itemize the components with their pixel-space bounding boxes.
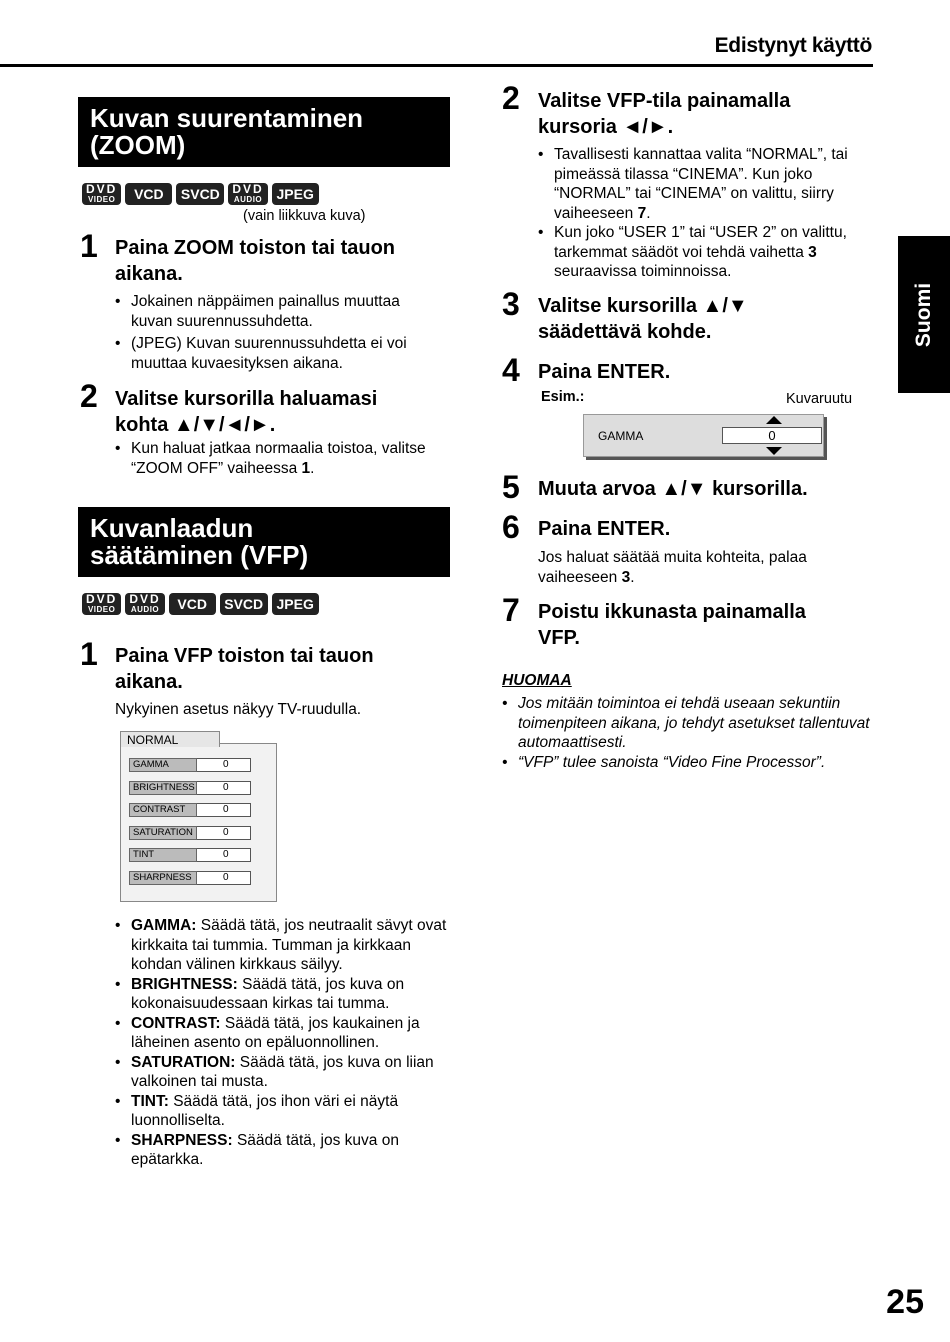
step-number: 3: [502, 286, 520, 322]
menu-row: BRIGHTNESS 0: [129, 781, 251, 795]
step-number: 7: [502, 592, 520, 628]
dvd-video-badge: DVD VIDEO: [82, 593, 121, 615]
vfp-step2-bullets: [538, 145, 873, 282]
menu-row: GAMMA 0: [129, 758, 251, 772]
language-side-tab: [898, 236, 950, 393]
zoom-step1-bullets: [115, 292, 445, 373]
menu-row: SHARPNESS 0: [129, 871, 251, 885]
vfp-section-title: [78, 507, 450, 577]
note-title: HUOMAA: [502, 672, 572, 689]
svcd-badge: SVCD: [176, 183, 224, 205]
vfp-step3-title: Valitse kursorilla ▲/▼ säädettävä kohde.: [538, 295, 748, 343]
vfp-step2-title: Valitse VFP-tila painamalla kursoria ◄/►.: [538, 90, 791, 138]
list-item: • TINT: Säädä tätä, jos ihon väri ei näytä luonnolliselta.: [115, 1092, 450, 1131]
step-number: 4: [502, 352, 520, 388]
step-number: 1: [80, 636, 98, 672]
vfp-step6-title: Paina ENTER.: [538, 518, 671, 540]
dvd-audio-badge: DVD AUDIO: [228, 183, 267, 205]
vfp-step1-title: Paina VFP toiston tai tauon aikana.: [115, 645, 374, 693]
list-item: • BRIGHTNESS: Säädä tätä, jos kuva on kokonaisuudessaan kirkas tai tumma.: [115, 975, 450, 1014]
menu-row: CONTRAST 0: [129, 803, 251, 817]
list-item: • GAMMA: Säädä tätä, jos neutraalit sävyt ovat kirkkaita tai tummia. Tumman ja kirkkaan kohdan välinen kirkkaus säilyy.: [115, 916, 450, 975]
zoom-step2-title: Valitse kursorilla haluamasi kohta ▲/▼/◄/►.: [115, 388, 378, 436]
list-item: • Jokainen näppäimen painallus muuttaa kuvan suurennussuhdetta.: [115, 292, 445, 331]
screen-label: Kuvaruutu: [786, 391, 853, 407]
vfp-step7-title: Poistu ikkunasta painamalla VFP.: [538, 601, 806, 649]
page-header-title: Edistynyt käyttö: [714, 34, 872, 57]
zoom-step1-title: Paina ZOOM toiston tai tauon aikana.: [115, 237, 395, 285]
list-item: • (JPEG) Kuvan suurennussuhdetta ei voi muuttaa kuvaesityksen aikana.: [115, 334, 445, 373]
menu-row: TINT 0: [129, 848, 251, 862]
vfp-title-line1: Kuvanlaadun: [90, 513, 254, 543]
vfp-disc-badges: [82, 593, 319, 615]
list-item: • CONTRAST: Säädä tätä, jos kaukainen ja läheinen asento on epäluonnollinen.: [115, 1014, 450, 1053]
menu-row: SATURATION 0: [129, 826, 251, 840]
step-number: 2: [80, 378, 98, 414]
vfp-step4-title: Paina ENTER.: [538, 361, 671, 383]
vfp-step1-text: Nykyinen asetus näkyy TV-ruudulla.: [115, 701, 362, 718]
jpeg-badge: JPEG: [272, 593, 319, 615]
list-item: • “VFP” tulee sanoista “Video Fine Processor”.: [502, 753, 872, 773]
language-label: Suomi: [912, 282, 935, 347]
note-list: [502, 694, 872, 772]
dvd-audio-badge: DVD AUDIO: [125, 593, 164, 615]
list-item: • Tavallisesti kannattaa valita “NORMAL”, tai pimeässä tilassa “CINEMA”. Kun joko “NORMAL” tai “CINEMA” on valittu, siirry vaiheeseen 7.: [538, 145, 873, 223]
page-number: 25: [886, 1283, 924, 1321]
vfp-step5-title: Muuta arvoa ▲/▼ kursorilla.: [538, 478, 808, 500]
header-rule: [0, 64, 873, 67]
list-item: • Kun haluat jatkaa normaalia toistoa, valitse “ZOOM OFF” vaiheessa 1.: [115, 439, 455, 478]
zoom-title-line2: (ZOOM): [90, 130, 186, 160]
step-number: 5: [502, 469, 520, 505]
zoom-title-line1: Kuvan suurentaminen: [90, 103, 364, 133]
menu-mode-tab: NORMAL: [120, 731, 220, 747]
vcd-badge: VCD: [169, 593, 216, 615]
jpeg-badge: JPEG: [272, 183, 319, 205]
vcd-badge: VCD: [125, 183, 172, 205]
vfp-menu-screen: [120, 743, 277, 902]
vfp-title-line2: säätäminen (VFP): [90, 540, 309, 570]
vfp-definitions: [115, 916, 450, 1170]
list-item: • SHARPNESS: Säädä tätä, jos kuva on epätarkka.: [115, 1131, 450, 1170]
step-number: 1: [80, 228, 98, 264]
dvd-video-badge: DVD VIDEO: [82, 183, 121, 205]
step-number: 2: [502, 80, 520, 116]
list-item: • Jos mitään toimintoa ei tehdä useaan sekuntiin toimenpiteen aikana, jo tehdyt asetukset tallentuvat automaattisesti.: [502, 694, 872, 753]
gamma-value: 0: [722, 427, 822, 444]
vfp-step6-text: Jos haluat säätää muita kohteita, palaa vaiheeseen 3.: [538, 549, 807, 586]
badge-note: (vain liikkuva kuva): [243, 208, 366, 224]
example-label: Esim.:: [541, 389, 585, 405]
zoom-section-title: [78, 97, 450, 167]
gamma-adjust-screen: [583, 414, 824, 457]
up-arrow-icon: [766, 416, 782, 424]
step-number: 6: [502, 509, 520, 545]
down-arrow-icon: [766, 447, 782, 455]
gamma-label: GAMMA: [598, 429, 644, 443]
list-item: • SATURATION: Säädä tätä, jos kuva on liian valkoinen tai musta.: [115, 1053, 450, 1092]
zoom-step2-bullets: [115, 439, 455, 478]
svcd-badge: SVCD: [220, 593, 268, 615]
list-item: • Kun joko “USER 1” tai “USER 2” on valittu, tarkemmat säädöt voi tehdä vaihetta 3 seuraavissa toiminnoissa.: [538, 223, 873, 282]
zoom-disc-badges: [82, 183, 319, 205]
